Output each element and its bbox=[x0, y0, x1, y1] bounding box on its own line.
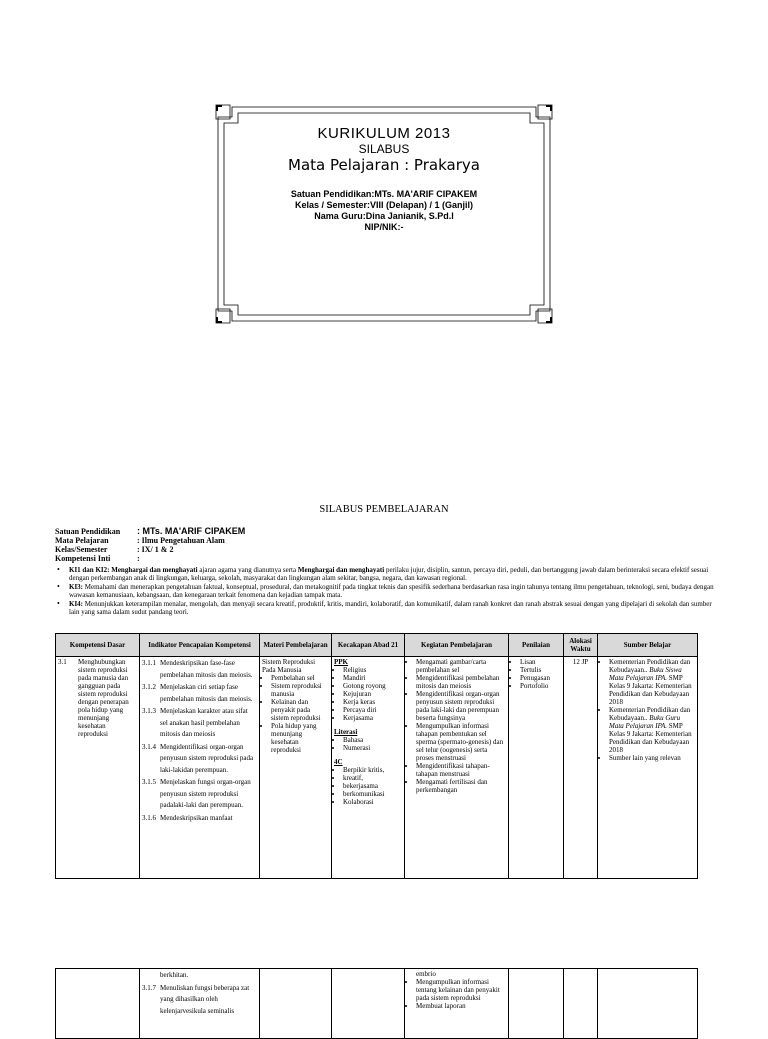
list-item: • berkomunikasi bbox=[343, 790, 402, 798]
materi-list bbox=[262, 674, 329, 754]
list-item: • Kerja keras bbox=[343, 698, 402, 706]
meta-value: : IX/ 1 & 2 bbox=[137, 545, 174, 554]
list-item: • Kementerian Pendidikan dan Kebudayaan.. Buku Siswa Mata Pelajaran IPA. SMP Kelas 9 Jakarta: Kementerian Pendidikan dan Kebudayaan 2018 bbox=[609, 658, 695, 706]
list-item: • Mandiri bbox=[343, 674, 402, 682]
ki-item: • KI4: Menunjukkan keterampilan menalar, mengolah, dan menyaji secara kreatif, produktif, kritis, mandiri, kolaboratif, dan komunikatif, dalam ranah konkret dan ranah abstrak sesuai dengan yang dipelajari di sekolah dan sumber lain yang sama dalam sudut pandang teori. bbox=[55, 600, 715, 616]
list-item: • Kejujuran bbox=[343, 690, 402, 698]
meta-row bbox=[55, 545, 245, 554]
silabus-meta bbox=[55, 527, 245, 563]
ki-item: • KI3: Memahami dan menerapkan pengetahuan faktual, konseptual, prosedural, dan metakognitif pada tingkat teknis dan spesifik sederhana berdasarkan rasa ingin tahunya tentang ilmu pengetahuan, teknologi, seni, budaya dengan wawasan kemanusiaan, kebangsaan, dan kenegaraan terkait fenomena dan kejadian tampak mata. bbox=[55, 583, 715, 599]
kd-cell: 3.1 Menghubungkan sistem reproduksi pada manusia dan gangguan pada sistem reproduksi dengan penerapan pola hidup yang menunjang kesehatan reproduksi bbox=[56, 657, 140, 879]
table-header: Alokasi Waktu bbox=[564, 634, 598, 657]
list-item: • Kelainan dan penyakit pada sistem reproduksi bbox=[271, 698, 329, 722]
kegiatan-cell bbox=[405, 657, 509, 879]
cover-teacher: Nama Guru:Dina Janianik, S.Pd.I bbox=[314, 211, 454, 221]
list-item: • Percaya diri bbox=[343, 706, 402, 714]
meta-label: Satuan Pendidikan bbox=[55, 527, 121, 536]
list-item: • Mengidentifikasi pembelahan mitosis dan meiosis bbox=[416, 674, 506, 690]
list-item: • Membuat laporan bbox=[416, 1002, 506, 1010]
list-item: • Pola hidup yang menunjang kesehatan reproduksi bbox=[271, 722, 329, 754]
meta-label: Mata Pelajaran bbox=[55, 536, 109, 545]
silabus-table bbox=[55, 633, 698, 879]
cover-info bbox=[214, 189, 554, 233]
cover-subtitle: SILABUS bbox=[358, 142, 410, 156]
meta-value: : Ilmu Pengetahuan Alam bbox=[137, 536, 225, 545]
list-item: • Mengumpulkan informasi tentang kelainan dan penyakit pada sistem reproduksi bbox=[416, 978, 506, 1002]
list-item: • Kementerian Pendidikan dan Kebudayaan.. Buku Guru Mata Pelajaran IPA. SMP Kelas 9 Jakarta: Kementerian Pendidikan dan Kebudayaan 2018 bbox=[609, 706, 695, 754]
kegiatan-cell: embrio • Mengumpulkan informasi tentang kelainan dan penyakit pada sistem reproduksi • Membuat laporan bbox=[405, 969, 509, 1039]
list-item: • Mengamati fertilisasi dan perkembangan bbox=[416, 778, 506, 794]
kecakapan-cell: PPK • Religius • Mandiri • Gotong royong • Kejujuran • Kerja keras • Percaya diri • Kerjasama Literasi • Bahasa • Numerasi 4C • Berpikir kritis, • kreatif, • bekerjasama • berkomunikasi • Kolaborasi bbox=[332, 657, 405, 879]
cover-subject: Mata Pelajaran : Prakarya bbox=[288, 156, 480, 174]
list-item: • Mengidentifikasi organ-organ penyusun sistem reproduksi pada laki-laki dan perempuan beserta fungsinya bbox=[416, 690, 506, 722]
list-item: • Religius bbox=[343, 666, 402, 674]
cover-title: KURIKULUM 2013 bbox=[317, 125, 451, 142]
silabus-table-continued bbox=[55, 968, 698, 1039]
list-item: • Berpikir kritis, bbox=[343, 766, 402, 774]
materi-cell: Sistem Reproduksi Pada Manusia • Pembelahan sel • Sistem reproduksi manusia • Kelainan dan penyakit pada sistem reproduksi • Pola hidup yang menunjang kesehatan reproduksi bbox=[260, 657, 332, 879]
cover-class: Kelas / Semester:VIII (Delapan) / 1 (Ganjil) bbox=[294, 200, 474, 210]
table-header: Penilaian bbox=[509, 634, 564, 657]
list-item: • Kolaborasi bbox=[343, 798, 402, 806]
meta-row bbox=[55, 527, 245, 536]
table-header: Kegiatan Pembelajaran bbox=[405, 634, 509, 657]
meta-label: Kelas/Semester bbox=[55, 545, 108, 554]
penilaian-cell bbox=[509, 657, 564, 879]
ki-item: • KI1 dan KI2: Menghargai dan menghayati ajaran agama yang dianutnya serta Menghargai dan menghayati perilaku jujur, disiplin, santun, percaya diri, peduli, dan bertanggung jawab dalam berinteraksi secara efektif sesuai dengan perkembangan anak di lingkungan, keluarga, sekolah, masyarakat dan lingkungan alam sekitar, bangsa, negara, dan kawasan regional. bbox=[55, 566, 715, 582]
table-header: Kompetensi Dasar bbox=[56, 634, 140, 657]
cover-school: Satuan Pendidikan:MTs. MA'ARIF CIPAKEM bbox=[290, 189, 478, 199]
meta-value: : bbox=[137, 554, 140, 563]
table-row bbox=[56, 969, 698, 1039]
table-header-row bbox=[56, 634, 698, 657]
list-item: • Mengidentifikasi tahapan-tahapan menstruasi bbox=[416, 762, 506, 778]
table-header: Sumber Belajar bbox=[598, 634, 698, 657]
indikator-cell: berkhitan. 3.1.7 Menuliskan fungsi beberapa zat yang dihasilkan oleh kelenjarvesikula seminalis bbox=[140, 969, 260, 1039]
sumber-cell bbox=[598, 657, 698, 879]
list-item: • kreatif, bbox=[343, 774, 402, 782]
meta-label: Kompetensi Inti bbox=[55, 554, 111, 563]
meta-value: : MTs. MA'ARIF CIPAKEM bbox=[137, 526, 246, 536]
list-item: • Pembelahan sel bbox=[271, 674, 329, 682]
meta-row bbox=[55, 536, 245, 545]
table-row bbox=[56, 657, 698, 879]
table-header: Indikator Pencapaian Kompetensi bbox=[140, 634, 260, 657]
meta-row bbox=[55, 554, 245, 563]
cover-nip: NIP/NIK:- bbox=[364, 222, 404, 232]
table-header: Kecakapan Abad 21 bbox=[332, 634, 405, 657]
list-item: • Numerasi bbox=[343, 744, 402, 752]
list-item: • Sumber lain yang relevan bbox=[609, 754, 695, 762]
list-item: • Mengamati gambar/carta pembelahan sel bbox=[416, 658, 506, 674]
kompetensi-inti-list bbox=[55, 566, 715, 617]
alokasi-cell: 12 JP bbox=[564, 657, 598, 879]
list-item: • Sistem reproduksi manusia bbox=[271, 682, 329, 698]
list-item: • Tertulis bbox=[520, 666, 561, 674]
list-item: • Gotong royong bbox=[343, 682, 402, 690]
list-item: • bekerjasama bbox=[343, 782, 402, 790]
list-item: • Penugasan bbox=[520, 674, 561, 682]
list-item: • Lisan bbox=[520, 658, 561, 666]
list-item: • Mengumpulkan informasi tahapan pembentukan sel sperma (spermato-genesis) dan sel telur (oogenesis) serta proses menstruasi bbox=[416, 722, 506, 762]
table-header: Materi Pembelajaran bbox=[260, 634, 332, 657]
list-item: • Portofolio bbox=[520, 682, 561, 690]
cover-frame bbox=[214, 103, 554, 325]
list-item: • Bahasa bbox=[343, 736, 402, 744]
list-item: • Kerjasama bbox=[343, 714, 402, 722]
indikator-cell: 3.1.1 Mendeskripsikan fase-fase pembelahan mitosis dan meiosis. 3.1.2 Menjelaskan ciri setiap fase pembelahan mitosis dan meiosis. 3.1.3 Menjelaskan karakter atau sifat sel anakan hasil pembelahan mitosis dan meiosis 3.1.4 Mengidentifikasi organ-organ penyusun sistem reproduksi pada laki-lakidan perempuan. 3.1.5 Menjelaskan fungsi organ-organ penyusun sistem reproduksi padalaki-laki dan perempuan. 3.1.6 Mendeskripsikan manfaat bbox=[140, 657, 260, 879]
silabus-heading: SILABUS PEMBELAJARAN bbox=[319, 504, 449, 515]
